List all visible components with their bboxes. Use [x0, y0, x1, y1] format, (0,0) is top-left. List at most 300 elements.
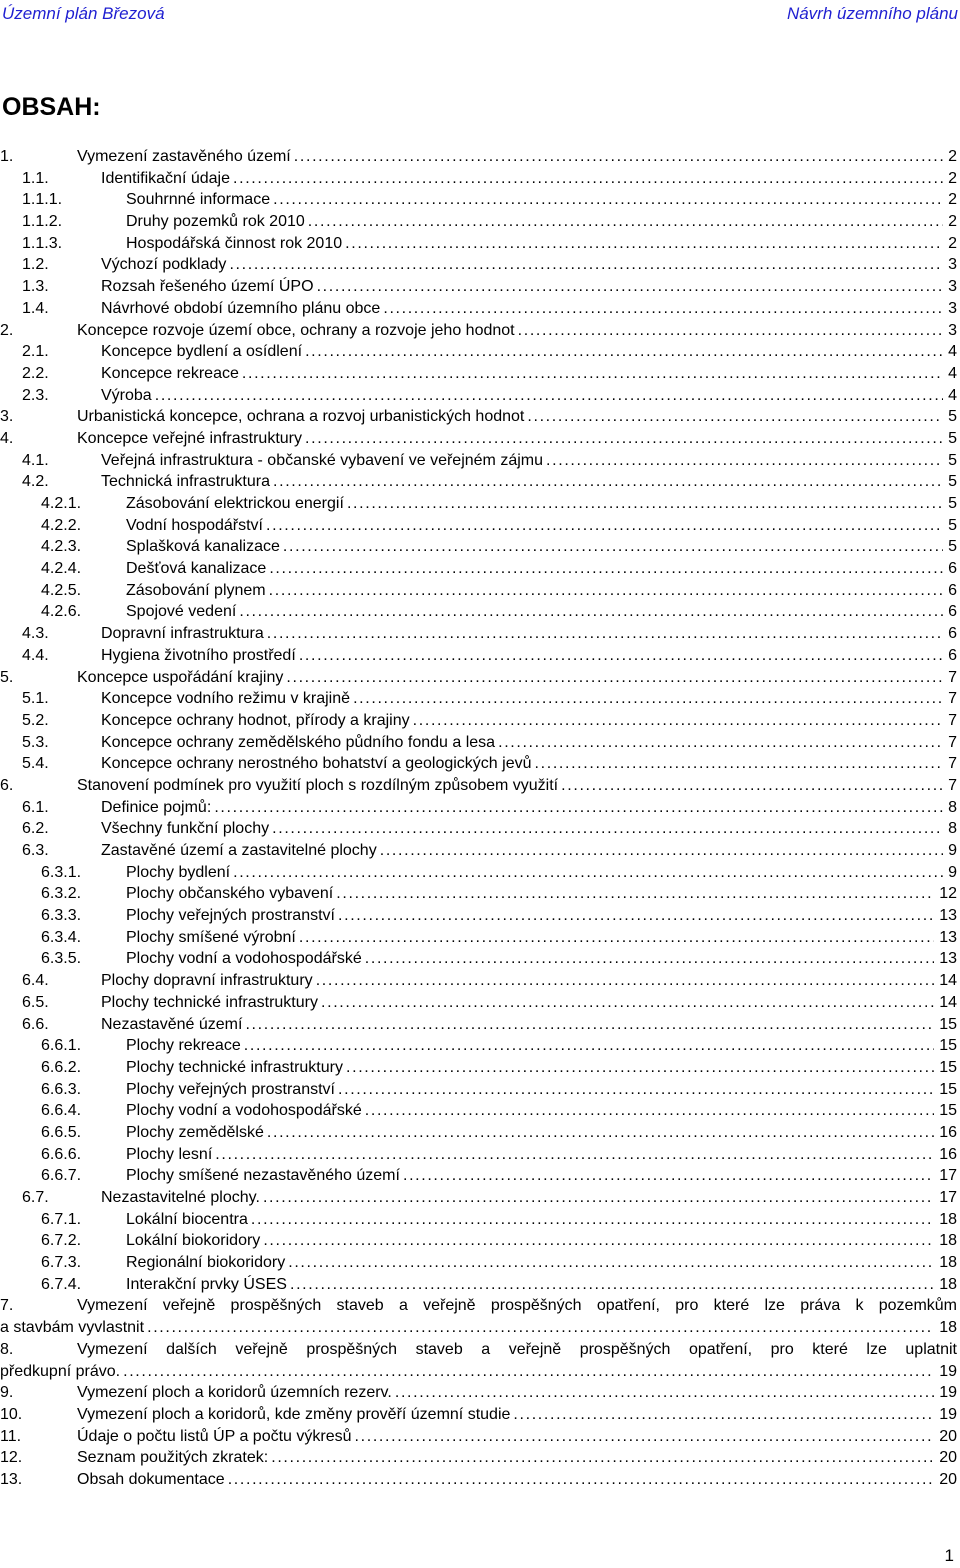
toc-entry-page: 15	[934, 1079, 957, 1101]
toc-entry[interactable]	[0, 1295, 957, 1338]
toc-entry-number: 10.	[0, 1405, 23, 1423]
toc-entry-title	[101, 840, 957, 862]
toc-entry-title	[126, 1100, 957, 1122]
toc-entry[interactable]	[0, 1447, 957, 1469]
toc-entry-title	[126, 515, 957, 537]
toc-entry[interactable]	[0, 1122, 957, 1144]
toc-entry-page: 6	[943, 580, 957, 602]
toc-entry[interactable]	[0, 688, 957, 710]
toc-entry[interactable]	[0, 1035, 957, 1057]
toc-entry-number: 4.4.	[22, 646, 49, 664]
toc-entry-page: 13	[934, 927, 957, 949]
toc-entry-title-text: Technická infrastruktura	[101, 473, 270, 491]
toc-entry-title	[101, 168, 957, 190]
toc-entry-number: 1.1.1.	[22, 191, 63, 209]
toc-entry-line	[0, 1317, 957, 1339]
toc-entry[interactable]	[0, 732, 957, 754]
toc-entry-title-continued	[0, 1317, 957, 1339]
toc-entry-title-text: Koncepce rozvoje území obce, ochrany a rozvoje jeho hodnot	[77, 321, 515, 339]
toc-entry[interactable]	[0, 168, 957, 190]
toc-entry-number: 6.3.2.	[41, 885, 82, 903]
toc-entry-title	[101, 471, 957, 493]
toc-entry-page: 13	[934, 905, 957, 927]
toc-entry-title-text: Koncepce vodního režimu v krajině	[101, 690, 351, 708]
toc-entry-title	[126, 1144, 957, 1166]
toc-entry[interactable]	[0, 710, 957, 732]
toc-entry-number: 4.2.6.	[41, 603, 82, 621]
toc-entry-number: 1.1.2.	[22, 213, 63, 231]
toc-entry[interactable]	[0, 233, 957, 255]
toc-entry-title-text: předkupní právo.	[0, 1362, 121, 1380]
toc-entry-title	[126, 558, 957, 580]
toc-entry-number: 6.6.2.	[41, 1058, 82, 1076]
toc-entry-title	[126, 189, 957, 211]
toc-entry-title-continued	[0, 1361, 957, 1383]
toc-entry-title	[126, 948, 957, 970]
toc-entry-number: 6.2.	[22, 820, 49, 838]
toc-entry-title-text: Interakční prvky ÚSES	[126, 1275, 287, 1293]
toc-entry-title-text: Plochy smíšené nezastavěného území	[126, 1167, 400, 1185]
toc-entry[interactable]	[0, 797, 957, 819]
toc-entry-title	[101, 341, 957, 363]
toc-entry-title-text: Veřejná infrastruktura - občanské vybavení ve veřejném zájmu	[101, 451, 543, 469]
toc-entry-page: 14	[934, 970, 957, 992]
toc-entry-title-text: Vymezení ploch a koridorů územních rezerv.	[77, 1384, 392, 1402]
toc-entry[interactable]	[0, 428, 957, 450]
toc-entry-page: 7	[943, 667, 957, 689]
toc-entry-page: 20	[934, 1469, 957, 1491]
toc-entry-title-text: Plochy rekreace	[126, 1037, 241, 1055]
toc-entry-number: 6.3.3.	[41, 907, 82, 925]
toc-entry-page: 5	[943, 428, 957, 450]
toc-entry-title	[126, 1079, 957, 1101]
toc-entry-title-text: Plochy veřejných prostranství	[126, 1080, 335, 1098]
toc-entry-title-text: Plochy technické infrastruktury	[126, 1058, 343, 1076]
toc-entry-title-text: Koncepce veřejné infrastruktury	[77, 429, 302, 447]
toc-entry-number: 6.6.3.	[41, 1080, 82, 1098]
toc-entry-number: 6.7.4.	[41, 1275, 82, 1293]
toc-entry[interactable]	[0, 775, 957, 797]
toc-entry-title	[101, 818, 957, 840]
toc-entry-page: 17	[934, 1187, 957, 1209]
toc-entry-page: 5	[943, 471, 957, 493]
toc-entry-title	[126, 927, 957, 949]
toc-entry[interactable]	[0, 493, 957, 515]
toc-entry-title	[101, 450, 957, 472]
toc-entry[interactable]	[0, 1426, 957, 1448]
toc-entry-title-text: Výroba	[101, 386, 152, 404]
toc-entry-title-text: Všechny funkční plochy	[101, 820, 270, 838]
toc-entry-title-text: Plochy technické infrastruktury	[101, 993, 318, 1011]
toc-entry-title-text: Plochy bydlení	[126, 863, 231, 881]
toc-entry-page: 6	[943, 601, 957, 623]
toc-entry-title	[126, 211, 957, 233]
toc-entry[interactable]	[0, 753, 957, 775]
toc-entry-page: 4	[943, 385, 957, 407]
toc-entry-title	[126, 1252, 957, 1274]
toc-entry-number: 11.	[0, 1427, 22, 1445]
toc-entry-title-text: Výchozí podklady	[101, 256, 227, 274]
toc-entry-page: 18	[934, 1274, 957, 1296]
toc-entry-title-text: Nezastavěné území	[101, 1015, 243, 1033]
toc-entry-number: 7.	[0, 1297, 14, 1315]
toc-entry-title	[101, 645, 957, 667]
toc-entry-number: 6.3.5.	[41, 950, 82, 968]
toc-entry[interactable]	[0, 298, 957, 320]
toc-entry-title-text: Koncepce bydlení a osídlení	[101, 343, 303, 361]
toc-entry-title-text: Zásobování plynem	[126, 581, 266, 599]
toc-entry-title-text: Plochy smíšené výrobní	[126, 928, 296, 946]
toc-entry-page: 3	[943, 254, 957, 276]
toc-entry-title	[77, 1469, 957, 1491]
toc-entry-title	[101, 276, 957, 298]
toc-entry-title	[77, 1382, 957, 1404]
toc-entry[interactable]	[0, 146, 957, 168]
toc-entry-page: 7	[943, 753, 957, 775]
toc-entry-title	[77, 775, 957, 797]
toc-entry-number: 4.2.2.	[41, 516, 82, 534]
toc-entry-number: 4.2.4.	[41, 560, 82, 578]
toc-entry-page: 3	[943, 320, 957, 342]
toc-entry-title	[126, 580, 957, 602]
toc-entry-title	[77, 1447, 957, 1469]
toc-entry-title-text: Obsah dokumentace	[77, 1470, 225, 1488]
toc-entry-page: 3	[943, 298, 957, 320]
toc-entry[interactable]	[0, 1144, 957, 1166]
toc-entry-page: 18	[934, 1230, 957, 1252]
toc-entry[interactable]	[0, 515, 957, 537]
toc-entry-number: 5.2.	[22, 711, 49, 729]
toc-entry[interactable]	[0, 471, 957, 493]
toc-entry-title-text: Koncepce ochrany zemědělského půdního fondu a lesa	[101, 733, 496, 751]
toc-entry-title-text: Vymezení ploch a koridorů, kde změny prověří územní studie	[77, 1405, 511, 1423]
toc-entry[interactable]	[0, 1469, 957, 1491]
toc-entry-number: 5.4.	[22, 755, 49, 773]
toc-entry-title	[101, 254, 957, 276]
toc-entry-title-text: Koncepce rekreace	[101, 364, 239, 382]
toc-entry[interactable]	[0, 1057, 957, 1079]
toc-entry-number: 4.2.1.	[41, 495, 82, 512]
toc-entry-page: 7	[943, 775, 957, 797]
toc-entry-title-text: Plochy vodní a vodohospodářské	[126, 950, 362, 968]
toc-entry-page: 5	[943, 536, 957, 558]
toc-entry-title-text: Identifikační údaje	[101, 169, 230, 187]
toc-entry-page: 20	[934, 1426, 957, 1448]
toc-entry[interactable]	[0, 948, 957, 970]
toc-entry-number: 4.3.	[22, 625, 49, 643]
toc-entry-page: 5	[943, 515, 957, 537]
toc-entry-title	[101, 1187, 957, 1209]
toc-entry-title-text: Lokální biocentra	[126, 1210, 248, 1228]
page-number: 1	[944, 1546, 954, 1565]
toc-entry-line	[0, 1295, 957, 1317]
toc-entry-title	[101, 623, 957, 645]
toc-entry-page: 15	[934, 1014, 957, 1036]
toc-entry[interactable]	[0, 211, 957, 233]
toc-entry-page: 16	[934, 1122, 957, 1144]
toc-entry-number: 12.	[0, 1449, 23, 1467]
toc-entry-title-text: Koncepce ochrany nerostného bohatství a geologických jevů	[101, 755, 532, 773]
toc-entry[interactable]	[0, 1230, 957, 1252]
toc-entry-number: 1.2.	[22, 256, 49, 274]
toc-entry-number: 6.1.	[22, 798, 49, 816]
page-header	[0, 4, 960, 28]
toc-entry-title	[126, 536, 957, 558]
toc-entry-title	[101, 688, 957, 710]
toc-entry-title-text: Koncepce ochrany hodnot, přírody a krajiny	[101, 711, 410, 729]
toc-entry-title-text: Plochy veřejných prostranství	[126, 907, 335, 925]
toc-entry[interactable]	[0, 927, 957, 949]
toc-entry[interactable]	[0, 905, 957, 927]
toc-entry[interactable]	[0, 558, 957, 580]
toc-entry[interactable]	[0, 840, 957, 862]
toc-entry[interactable]	[0, 254, 957, 276]
toc-entry-number: 4.2.5.	[41, 581, 82, 599]
toc-entry-page: 5	[943, 406, 957, 428]
toc-entry-page: 8	[943, 818, 957, 840]
toc-entry-page: 15	[934, 1100, 957, 1122]
toc-entry-page: 17	[934, 1165, 957, 1187]
header-document-title: Územní plán Březová	[2, 4, 165, 23]
toc-entry-page: 6	[943, 558, 957, 580]
toc-entry-title-text: Nezastavitelné plochy.	[101, 1189, 260, 1206]
toc-entry-title	[77, 146, 957, 168]
toc-entry[interactable]	[0, 862, 957, 884]
toc-entry-number: 6.6.1.	[41, 1037, 82, 1055]
toc-entry[interactable]	[0, 385, 957, 407]
toc-entry[interactable]	[0, 1014, 957, 1036]
toc-entry-title	[101, 1014, 957, 1036]
toc-entry-number: 6.6.6.	[41, 1145, 82, 1163]
toc-entry-page: 6	[943, 645, 957, 667]
toc-entry-title	[77, 428, 957, 450]
toc-entry-title	[126, 905, 957, 927]
toc-entry-number: 6.7.2.	[41, 1232, 82, 1250]
toc-entry-page: 4	[943, 341, 957, 363]
table-of-contents	[0, 146, 957, 1491]
toc-entry[interactable]	[0, 1100, 957, 1122]
toc-entry-title	[126, 1165, 957, 1187]
toc-entry[interactable]	[0, 363, 957, 385]
toc-entry-title	[101, 385, 957, 407]
toc-entry-page: 12	[934, 883, 957, 905]
toc-entry[interactable]	[0, 320, 957, 342]
toc-entry-title	[77, 406, 957, 428]
toc-entry-title: Vymezení dalších veřejně prospěšných staveb a veřejně prospěšných opatření, pro které lze uplatnit	[77, 1340, 957, 1358]
toc-entry-title	[101, 298, 957, 320]
toc-entry[interactable]	[0, 1079, 957, 1101]
toc-entry-page: 3	[943, 276, 957, 298]
toc-entry-page: 7	[943, 732, 957, 754]
toc-entry-title	[126, 1035, 957, 1057]
toc-entry-title-text: Spojové vedení	[126, 603, 237, 621]
toc-entry-title	[126, 601, 957, 623]
toc-entry-page: 15	[934, 1057, 957, 1079]
toc-entry[interactable]	[0, 1339, 957, 1382]
toc-entry-title	[101, 732, 957, 754]
toc-entry[interactable]	[0, 580, 957, 602]
toc-entry-page: 14	[934, 992, 957, 1014]
toc-entry-number: 4.2.	[22, 473, 49, 491]
toc-entry-number: 6.3.1.	[41, 863, 82, 881]
toc-entry-title-text: Rozsah řešeného území ÚPO	[101, 278, 314, 296]
toc-entry-title	[101, 363, 957, 385]
toc-entry-number: 6.	[0, 776, 14, 794]
toc-entry-page: 19	[934, 1382, 957, 1404]
toc-entry-title	[101, 970, 957, 992]
toc-entry-page: 18	[934, 1317, 957, 1339]
toc-entry-title-text: Zastavěné území a zastavitelné plochy	[101, 842, 377, 859]
toc-entry-page: 2	[943, 189, 957, 211]
toc-entry-title-text: Dešťová kanalizace	[126, 560, 267, 578]
toc-entry-page: 8	[943, 797, 957, 819]
toc-entry-page: 9	[943, 862, 957, 884]
toc-entry[interactable]	[0, 341, 957, 363]
toc-entry-title-text: Definice pojmů:	[101, 798, 212, 816]
toc-entry-number: 6.6.5.	[41, 1123, 82, 1141]
toc-entry-title-text: Urbanistická koncepce, ochrana a rozvoj urbanistických hodnot	[77, 408, 525, 426]
toc-entry-page: 15	[934, 1035, 957, 1057]
toc-entry-title	[126, 1274, 957, 1296]
toc-entry-title-text: Vymezení zastavěného území	[77, 148, 291, 165]
toc-entry-number: 6.4.	[22, 972, 49, 990]
toc-entry[interactable]	[0, 1404, 957, 1426]
toc-entry-page: 6	[943, 623, 957, 645]
toc-entry[interactable]	[0, 645, 957, 667]
toc-entry-number: 1.1.	[22, 169, 49, 187]
toc-entry-title	[126, 233, 957, 255]
toc-entry-title-text: Plochy občanského vybavení	[126, 885, 334, 903]
toc-entry-title	[101, 797, 957, 819]
toc-entry-page: 7	[943, 710, 957, 732]
toc-entry-number: 2.3.	[22, 386, 49, 404]
toc-entry-title	[77, 1426, 957, 1448]
toc-entry-number: 1.4.	[22, 299, 49, 317]
toc-entry-title: Vymezení veřejně prospěšných staveb a veřejně prospěšných opatření, pro které lze práva k pozemkům	[77, 1297, 957, 1315]
toc-entry-title-text: Souhrnné informace	[126, 191, 271, 209]
toc-entry-title	[126, 493, 957, 515]
toc-entry-title-text: Údaje o počtu listů ÚP a počtu výkresů	[77, 1427, 352, 1445]
toc-entry[interactable]	[0, 1274, 957, 1296]
toc-entry-title-text: Lokální biokoridory	[126, 1232, 261, 1250]
toc-entry-number: 6.6.	[22, 1015, 49, 1033]
toc-entry-title	[126, 862, 957, 884]
toc-entry-number: 6.7.3.	[41, 1254, 82, 1272]
toc-entry-page: 20	[934, 1447, 957, 1469]
toc-entry[interactable]	[0, 406, 957, 428]
toc-entry-number: 2.2.	[22, 364, 49, 382]
toc-entry[interactable]	[0, 1187, 957, 1209]
toc-entry[interactable]	[0, 536, 957, 558]
toc-entry-title	[126, 1122, 957, 1144]
toc-entry-page: 2	[943, 146, 957, 168]
toc-entry-title	[77, 320, 957, 342]
toc-entry-line	[0, 1339, 957, 1361]
toc-entry-title	[126, 1057, 957, 1079]
toc-entry-number: 4.1.	[22, 451, 49, 469]
toc-entry-title	[101, 992, 957, 1014]
toc-entry-title-text: Návrhové období územního plánu obce	[101, 299, 381, 317]
toc-entry-title-text: Plochy vodní a vodohospodářské	[126, 1102, 362, 1120]
toc-entry-number: 1.1.3.	[22, 234, 63, 252]
toc-entry[interactable]	[0, 189, 957, 211]
toc-entry-number: 13.	[0, 1470, 23, 1488]
toc-entry-page: 18	[934, 1252, 957, 1274]
toc-entry-title	[126, 1209, 957, 1231]
toc-entry-number: 6.6.7.	[41, 1167, 82, 1185]
toc-entry-number: 6.5.	[22, 993, 49, 1011]
toc-heading: OBSAH:	[2, 93, 101, 121]
toc-entry-page: 2	[943, 233, 957, 255]
toc-entry-title	[126, 883, 957, 905]
toc-entry-page: 5	[943, 493, 957, 515]
toc-entry[interactable]	[0, 1382, 957, 1404]
toc-entry-title-text: Koncepce uspořádání krajiny	[77, 668, 284, 686]
toc-entry-page: 13	[934, 948, 957, 970]
toc-entry-number: 6.6.4.	[41, 1102, 82, 1120]
toc-entry-line	[0, 1361, 957, 1383]
toc-entry-title-text: Hygiena životního prostředí	[101, 646, 296, 664]
toc-entry[interactable]	[0, 601, 957, 623]
toc-entry-title-text: Plochy dopravní infrastruktury	[101, 972, 313, 990]
toc-entry-page: 16	[934, 1144, 957, 1166]
toc-entry-number: 8.	[0, 1340, 14, 1358]
toc-entry-title-text: Regionální biokoridory	[126, 1254, 286, 1272]
toc-entry[interactable]	[0, 970, 957, 992]
toc-entry-page: 9	[943, 840, 957, 862]
toc-entry-number: 5.	[0, 668, 14, 686]
toc-entry-title	[101, 753, 957, 775]
toc-entry-title-text: Hospodářská činnost rok 2010	[126, 234, 343, 252]
toc-entry-page: 7	[943, 688, 957, 710]
toc-entry-number: 6.3.4.	[41, 928, 82, 946]
toc-entry-title-text: Seznam použitých zkratek:	[77, 1449, 269, 1467]
toc-entry-title	[77, 1404, 957, 1426]
toc-entry-title-text: Plochy zemědělské	[126, 1123, 264, 1141]
toc-entry[interactable]	[0, 992, 957, 1014]
toc-entry-number: 4.2.3.	[41, 538, 82, 556]
toc-entry-number: 3.	[0, 408, 14, 426]
toc-entry[interactable]	[0, 276, 957, 298]
toc-entry-title-text: Druhy pozemků rok 2010	[126, 213, 305, 231]
toc-entry-page: 19	[934, 1404, 957, 1426]
toc-entry[interactable]	[0, 1165, 957, 1187]
toc-entry-page: 19	[934, 1361, 957, 1383]
header-document-type: Návrh územního plánu	[786, 4, 958, 23]
toc-entry-page: 2	[943, 168, 957, 190]
toc-entry[interactable]	[0, 1209, 957, 1231]
toc-entry[interactable]	[0, 623, 957, 645]
toc-entry[interactable]	[0, 450, 957, 472]
toc-entry-title	[77, 667, 957, 689]
toc-entry-page: 2	[943, 211, 957, 233]
toc-entry-number: 6.7.	[22, 1189, 49, 1206]
toc-entry[interactable]	[0, 883, 957, 905]
toc-entry-title-text: Zásobování elektrickou energií	[126, 495, 344, 512]
toc-entry[interactable]	[0, 1252, 957, 1274]
toc-entry-number: 4.	[0, 429, 14, 447]
toc-entry-title-text: Dopravní infrastruktura	[101, 625, 264, 643]
toc-entry[interactable]	[0, 818, 957, 840]
toc-entry-number: 5.1.	[22, 690, 49, 708]
toc-entry[interactable]	[0, 667, 957, 689]
toc-entry-title	[101, 710, 957, 732]
toc-entry-title-text: a stavbám vyvlastnit	[0, 1319, 145, 1337]
toc-entry-number: 5.3.	[22, 733, 49, 751]
toc-entry-number: 2.	[0, 321, 14, 339]
toc-entry-number: 6.7.1.	[41, 1210, 82, 1228]
toc-entry-page: 4	[943, 363, 957, 385]
